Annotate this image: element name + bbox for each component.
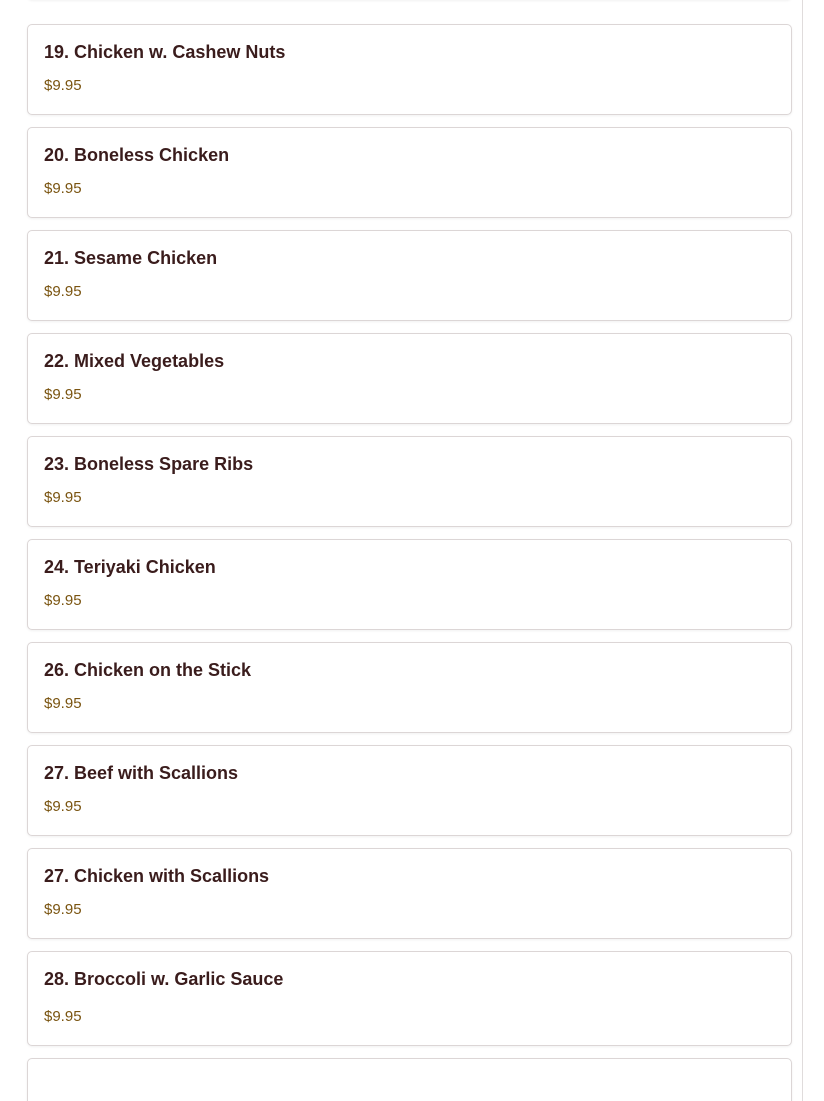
item-name: 19. Chicken w. Cashew Nuts (44, 42, 286, 62)
item-name: 27. Beef with Scallions (44, 763, 239, 783)
item-price: $9.95 (44, 798, 82, 815)
item-name: 27. Chicken with Scallions (44, 866, 270, 886)
item-name: 21. Sesame Chicken (44, 248, 218, 268)
menu-item-card[interactable] (27, 951, 792, 1046)
scroll-edge-divider (802, 0, 803, 1101)
menu-item-card[interactable] (27, 848, 792, 939)
menu-item-card[interactable] (27, 539, 792, 630)
menu-item-card[interactable] (27, 1058, 792, 1101)
item-name: 20. Boneless Chicken (44, 145, 230, 165)
item-price: $9.95 (44, 901, 82, 918)
menu-item-card[interactable] (27, 436, 792, 527)
item-price: $9.95 (44, 489, 82, 506)
menu-item-card[interactable] (27, 745, 792, 836)
item-name (44, 1075, 775, 1097)
item-price: $9.95 (44, 1008, 82, 1025)
menu-item-card[interactable] (27, 24, 792, 115)
item-price: $9.95 (44, 283, 82, 300)
item-name: 23. Boneless Spare Ribs (44, 454, 254, 474)
item-price: $9.95 (44, 77, 82, 94)
menu-item-card[interactable] (27, 230, 792, 321)
menu-item-list (27, 0, 792, 1101)
item-name: 28. Broccoli w. Garlic Sauce (44, 969, 284, 989)
item-name: 26. Chicken on the Stick (44, 660, 252, 680)
item-name: 22. Mixed Vegetables (44, 351, 225, 371)
item-price: $9.95 (44, 386, 82, 403)
menu-item-card[interactable] (27, 333, 792, 424)
item-price: $9.95 (44, 180, 82, 197)
item-price: $9.95 (44, 592, 82, 609)
menu-item-card[interactable] (27, 642, 792, 733)
item-name: 24. Teriyaki Chicken (44, 557, 216, 577)
menu-item-card[interactable] (27, 127, 792, 218)
item-price: $9.95 (44, 695, 82, 712)
